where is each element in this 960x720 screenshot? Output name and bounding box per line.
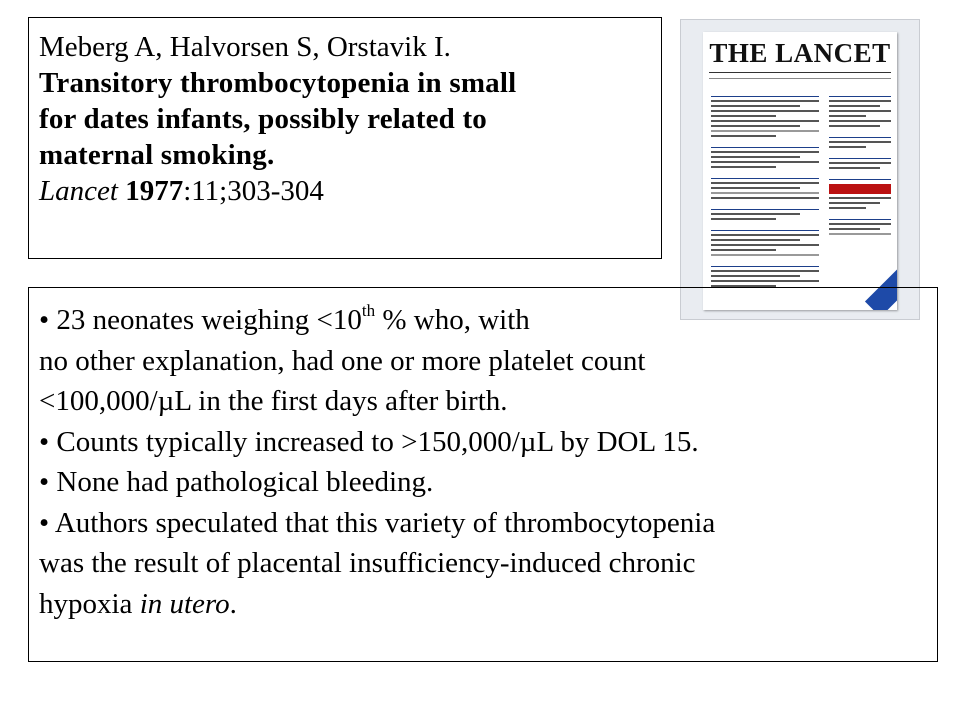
bullet-icon: • xyxy=(39,506,50,539)
citation-volume-pages: :11;303-304 xyxy=(183,175,324,207)
citation-title-line: Transitory thrombocytopenia in small xyxy=(39,67,517,99)
bullet-icon: • xyxy=(39,304,50,336)
citation-box xyxy=(28,17,662,259)
summary-box xyxy=(28,287,938,662)
citation-journal-line xyxy=(39,173,661,209)
citation-title-line: for dates infants, possibly related to xyxy=(39,103,487,135)
summary-line: <100,000/µL in the first days after birth. xyxy=(39,385,508,417)
cover-masthead: THE LANCET xyxy=(709,38,891,68)
summary-line xyxy=(39,300,937,341)
bullet-icon: • xyxy=(39,425,50,458)
summary-text: . xyxy=(229,587,237,620)
summary-text: None had pathological bleeding. xyxy=(56,466,434,498)
citation-journal: Lancet xyxy=(39,175,118,207)
citation-title-line: maternal smoking. xyxy=(39,139,275,171)
citation-authors: Meberg A, Halvorsen S, Orstavik I. xyxy=(39,31,451,63)
summary-text: Authors speculated that this variety of thrombocytopenia xyxy=(54,506,716,539)
summary-line xyxy=(39,584,937,625)
bullet-icon: • xyxy=(39,466,50,498)
summary-line: no other explanation, had one or more platelet count xyxy=(39,344,646,377)
cover-contents-left xyxy=(711,86,819,287)
summary-superscript: th xyxy=(361,301,376,321)
summary-text: 23 neonates weighing <10 xyxy=(56,304,362,336)
summary-italic-text: in utero xyxy=(139,587,230,620)
summary-line xyxy=(39,462,937,503)
summary-line xyxy=(39,422,937,463)
summary-line: was the result of placental insufficiency-induced chronic xyxy=(39,547,696,579)
journal-cover-thumbnail-icon xyxy=(703,32,897,310)
summary-text: % who, with xyxy=(375,304,530,336)
citation-year: 1977 xyxy=(125,175,184,207)
summary-line xyxy=(39,503,937,544)
cover-contents-right xyxy=(829,86,891,235)
summary-text: Counts typically increased to >150,000/µL by DOL 15. xyxy=(56,425,699,458)
citation-title xyxy=(39,65,661,173)
summary-text: hypoxia xyxy=(39,587,140,620)
lancet-cover-image xyxy=(680,19,920,320)
